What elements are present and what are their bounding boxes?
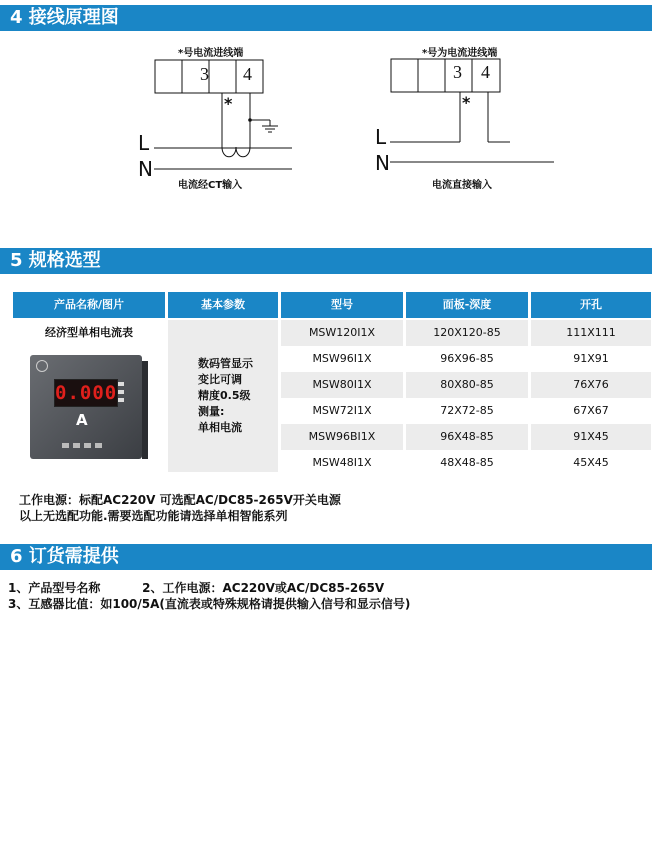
ct-terminal-3-label: 3 (200, 64, 209, 84)
direct-caption-bottom: 电流直接输入 (432, 180, 492, 191)
power-note: 工作电源：标配AC220V 可选配AC/DC85-265V开关电源 (19, 493, 341, 507)
spec-cell-panel: 72X72-85 (440, 404, 494, 417)
spec-cell-panel: 96X48-85 (406, 424, 528, 450)
spec-section-title (0, 248, 652, 274)
meter-logo-icon (36, 360, 48, 372)
order-title-text: 6 订货需提供 (10, 546, 119, 567)
direct-terminal-4-label: 4 (481, 62, 490, 82)
ct-caption-top: *号电流进线端 (178, 48, 244, 59)
wiring-title-text: 4 接线原理图 (10, 7, 119, 28)
ct-ground-node (248, 118, 252, 122)
param-measure-label: 测量: (198, 405, 225, 418)
spec-cell-cutout: 111X111 (531, 320, 651, 346)
spec-cell-panel: 96X96-85 (440, 352, 494, 365)
ct-N-label: N (138, 157, 153, 181)
spec-cell-cutout: 76X76 (531, 372, 651, 398)
params-list (198, 356, 253, 436)
spec-cell-cutout: 45X45 (573, 456, 609, 469)
direct-star-mark: * (462, 93, 471, 112)
spec-cell-panel: 120X120-85 (406, 320, 528, 346)
product-name: 经济型单相电流表 (45, 326, 133, 339)
meter-indicator-1 (118, 382, 124, 386)
direct-wiring-svg (326, 0, 652, 240)
options-note: 以上无选配功能.需要选配功能请选择单相智能系列 (19, 509, 288, 523)
spec-cell-panel: 48X48-85 (440, 456, 494, 469)
direct-terminal-3-label: 3 (453, 62, 462, 82)
ct-caption-bottom: 电流经CT输入 (178, 180, 243, 191)
order-section-title (0, 544, 652, 570)
direct-N-label: N (375, 151, 390, 175)
header-params: 基本参数 (168, 292, 278, 318)
meter-unit-label: A (76, 411, 88, 429)
spec-cell-model: MSW96BI1X (281, 424, 403, 450)
spec-cell-model: MSW48I1X (312, 456, 372, 469)
spec-cell-cutout: 67X67 (573, 404, 609, 417)
header-panel: 面板-深度 (406, 292, 528, 318)
order-line-2: 3、互感器比值：如100/5A(直流表或特殊规格请提供输入信号和显示信号) (8, 597, 411, 611)
direct-caption-top: *号为电流进线端 (422, 48, 498, 59)
meter-display-digits: 0.000 (55, 382, 118, 404)
wiring-diagram-direct (326, 0, 652, 240)
meter-image (30, 355, 148, 465)
spec-cell-panel: 80X80-85 (406, 372, 528, 398)
header-product: 产品名称/图片 (13, 292, 165, 318)
spec-cell-model: MSW96I1X (312, 352, 372, 365)
meter-button-1 (62, 443, 69, 448)
param-display: 数码管显示 (198, 357, 253, 370)
meter-button-2 (73, 443, 80, 448)
spec-table-header (13, 292, 651, 318)
header-model: 型号 (281, 292, 403, 318)
spec-cell-model: MSW120I1X (281, 320, 403, 346)
param-accuracy: 精度0.5级 (198, 389, 251, 402)
header-cutout: 开孔 (531, 292, 651, 318)
meter-display (54, 379, 118, 407)
ct-terminal-4-label: 4 (243, 64, 252, 84)
ct-L-label: L (138, 131, 150, 155)
param-ratio: 变比可调 (198, 373, 242, 386)
meter-side (142, 361, 148, 459)
meter-indicator-2 (118, 390, 124, 394)
ct-star-mark: * (224, 94, 233, 113)
spec-cell-cutout: 91X45 (531, 424, 651, 450)
order-line-1: 1、产品型号名称 2、工作电源：AC220V或AC/DC85-265V (8, 581, 385, 595)
wiring-diagram-ct (0, 0, 326, 240)
meter-indicator-3 (118, 398, 124, 402)
meter-button-4 (95, 443, 102, 448)
spec-cell-cutout: 91X91 (573, 352, 609, 365)
params-cell (168, 320, 278, 472)
spec-cell-model: MSW72I1X (312, 404, 372, 417)
param-measure: 单相电流 (198, 421, 242, 434)
spec-title-text: 5 规格选型 (10, 250, 101, 271)
direct-L-label: L (375, 125, 387, 149)
spec-cell-model: MSW80I1X (281, 372, 403, 398)
ct-wiring-svg (0, 0, 326, 240)
meter-button-3 (84, 443, 91, 448)
